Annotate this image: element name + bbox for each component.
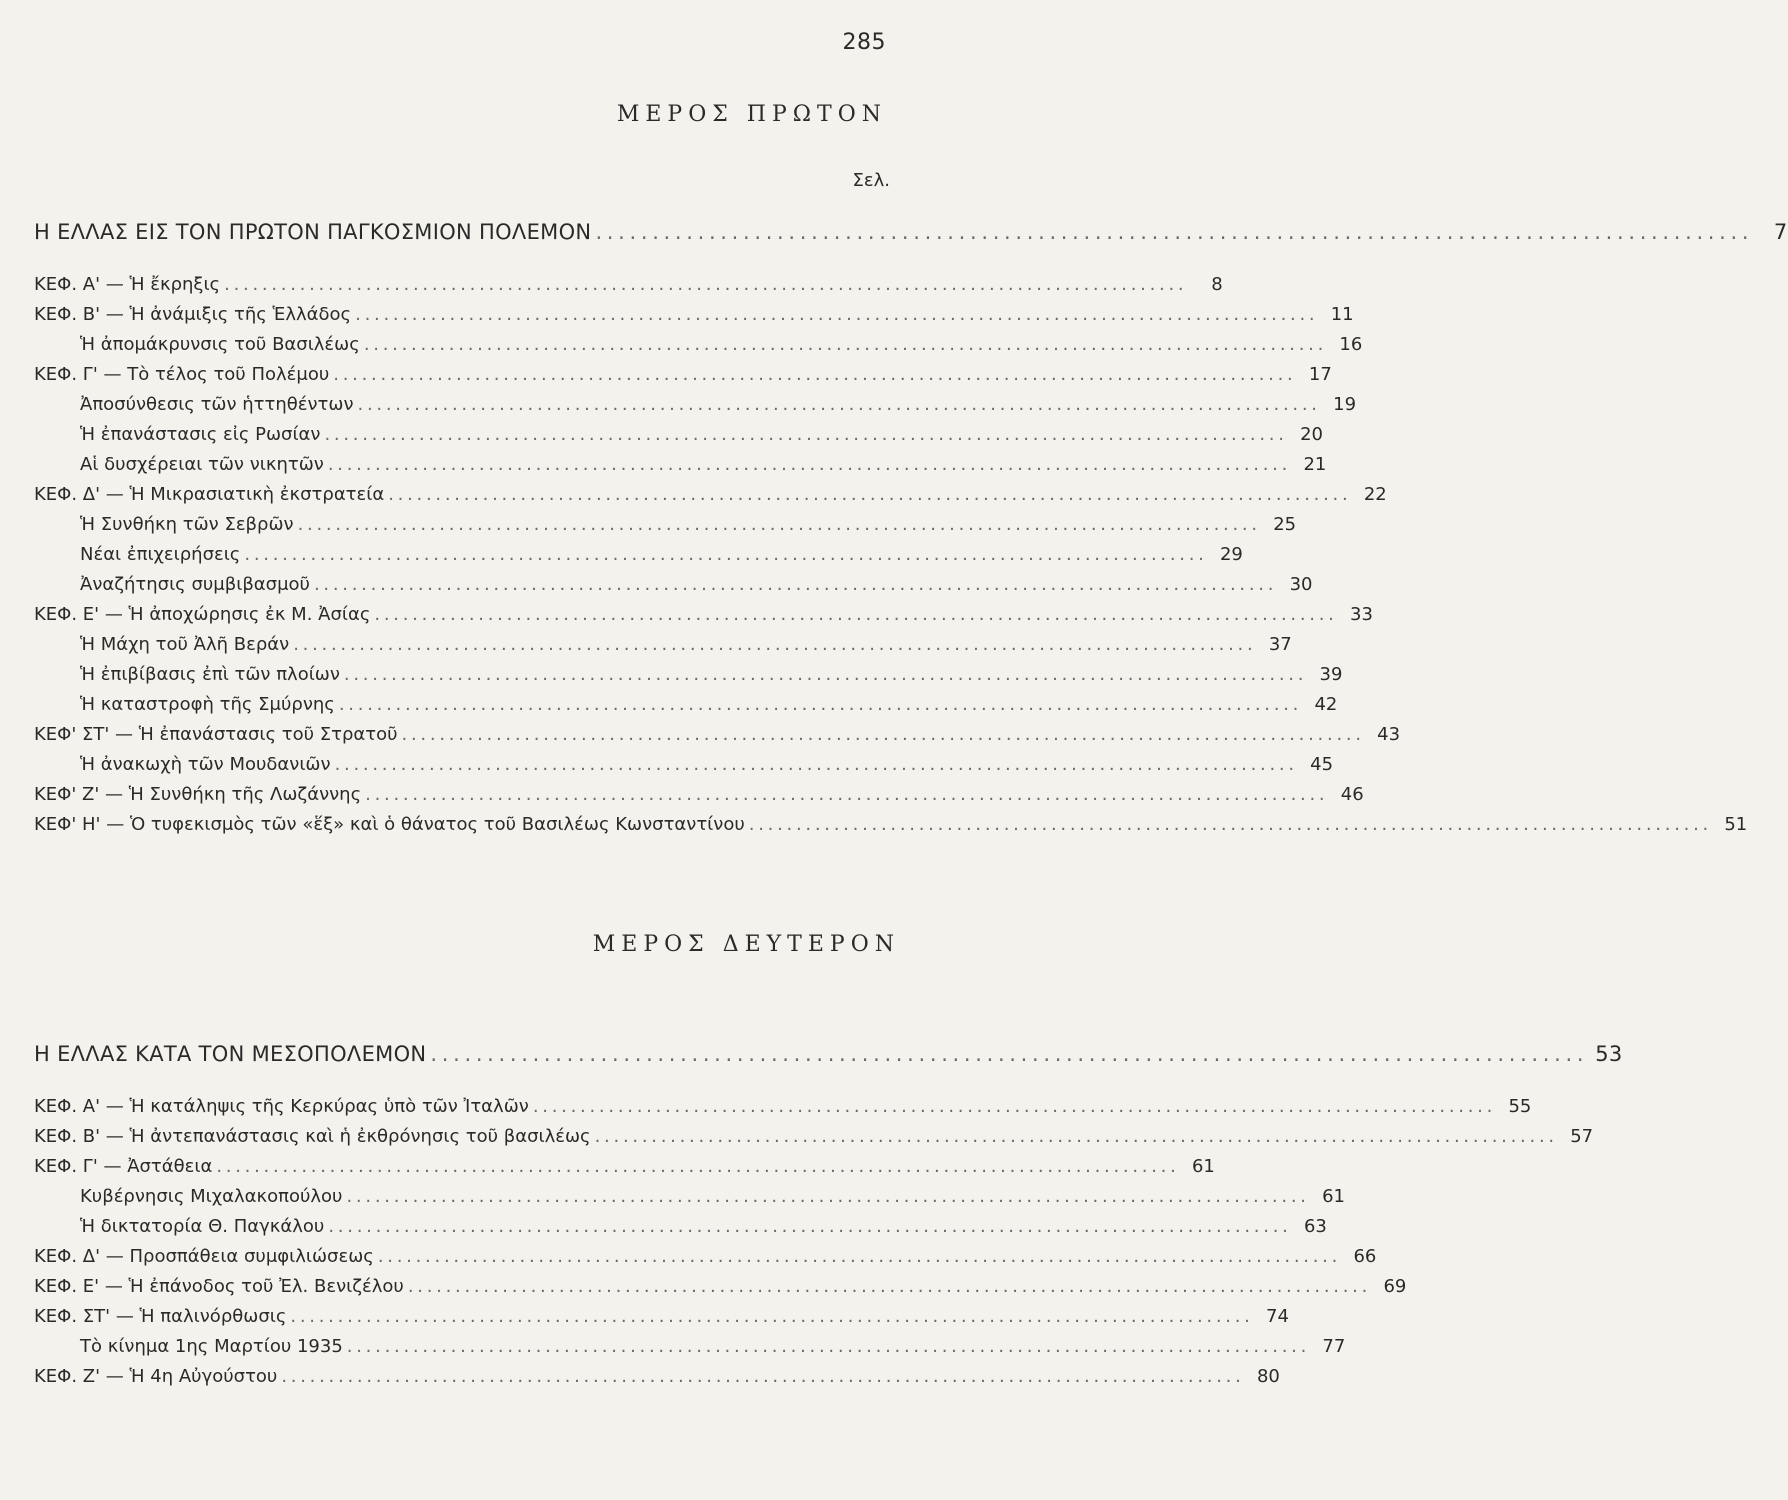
leader-dots [358, 390, 1317, 420]
toc-entry-text: Κυβέρνησις Μιχαλακοπούλου [80, 1186, 343, 1207]
toc-entry-page: 11 [1330, 304, 1354, 325]
toc-entry-text: ΚΕΦ' ΣΤ' — Ἡ ἐπανάστασις τοῦ Στρατοῦ [34, 724, 398, 745]
toc-entry-text: Ἡ ἀπομάκρυνσις τοῦ Βασιλέως [80, 334, 360, 355]
leader-dots [244, 540, 1203, 570]
toc-entry-page: 74 [1266, 1306, 1289, 1327]
leader-dots [364, 330, 1323, 360]
toc-entry-page: 21 [1303, 454, 1327, 475]
leader-dots [281, 1362, 1240, 1392]
toc-entry-page: 61 [1322, 1186, 1345, 1207]
leader-dots [335, 750, 1294, 780]
toc-entry [34, 330, 1363, 360]
toc-entry [34, 1302, 1289, 1332]
toc-entry [34, 1122, 1594, 1152]
leader-dots [595, 1122, 1554, 1152]
toc-entry-page: 61 [1191, 1156, 1215, 1177]
toc-entry-page: 25 [1273, 514, 1297, 535]
toc-entry [34, 510, 1297, 540]
leader-dots [346, 1182, 1305, 1212]
leader-dots [408, 1272, 1367, 1302]
toc-entry-text: ΚΕΦ. Δ' — Ἡ Μικρασιατικὴ ἐκστρατεία [34, 484, 385, 505]
page-column-label: Σελ. [852, 170, 890, 191]
toc-entry-text: ΚΕΦ' Ζ' — Ἡ Συνθήκη τῆς Λωζάννης [34, 784, 362, 805]
toc-entry [34, 750, 1334, 780]
toc-entry-page: 51 [1724, 814, 1748, 835]
toc-entry [34, 420, 1323, 450]
toc-entry-text: Ἡ ἐπιβίβασις ἐπὶ τῶν πλοίων [80, 664, 340, 685]
toc-entry-page: 19 [1333, 394, 1357, 415]
toc-section-heading [34, 1038, 1623, 1070]
toc-entry-text: Ἡ ἐπανάστασις εἰς Ρωσίαν [80, 424, 321, 445]
leader-dots [324, 420, 1283, 450]
leader-dots [290, 1302, 1249, 1332]
toc-entry-page: 46 [1340, 784, 1364, 805]
toc-entry-page: 45 [1310, 754, 1334, 775]
toc-entry [34, 720, 1401, 750]
toc-entry-page: 39 [1319, 664, 1343, 685]
leader-dots [328, 450, 1287, 480]
toc-entry [34, 660, 1343, 690]
toc-entry [34, 450, 1327, 480]
toc-entry-text: Ἡ ἀνακωχὴ τῶν Μουδανιῶν [80, 754, 331, 775]
toc-entry [34, 600, 1373, 630]
toc-entry [34, 570, 1313, 600]
toc-entry-page: 17 [1308, 364, 1332, 385]
page-number: 285 [842, 30, 886, 55]
leader-dots [749, 810, 1708, 840]
leader-dots [224, 270, 1183, 300]
toc-part-one [34, 216, 1788, 840]
toc-entry-page: 22 [1363, 484, 1387, 505]
toc-entry [34, 390, 1357, 420]
toc-entry-text: ΚΕΦ. ΣΤ' — Ἡ παλινόρθωσις [34, 1306, 287, 1327]
leader-dots [402, 720, 1361, 750]
leader-dots [378, 1242, 1337, 1272]
leader-dots [388, 480, 1347, 510]
leader-dots [595, 216, 1747, 248]
toc-entry-text: ΚΕΦ. Δ' — Προσπάθεια συμφιλιώσεως [34, 1246, 374, 1267]
leader-dots [216, 1152, 1175, 1182]
toc-entry [34, 300, 1354, 330]
part-two-title: ΜΕΡΟΣ ΔΕΥΤΕΡΟΝ [592, 932, 900, 957]
toc-entry [34, 480, 1387, 510]
toc-section-text: Η ΕΛΛΑΣ ΕΙΣ ΤΟΝ ΠΡΩΤΟΝ ΠΑΓΚΟΣΜΙΟΝ ΠΟΛΕΜΟΝ [34, 220, 592, 244]
leader-dots [374, 600, 1333, 630]
leader-dots [533, 1092, 1492, 1122]
toc-entry-text: ΚΕΦ. Α' — Ἡ ἔκρηξις [34, 274, 221, 295]
toc-entry-page: 30 [1289, 574, 1313, 595]
toc-entry [34, 1272, 1407, 1302]
leader-dots [339, 690, 1298, 720]
leader-dots [430, 1038, 1582, 1070]
toc-entry-page: 80 [1256, 1366, 1280, 1387]
toc-entry-text: ΚΕΦ. Ε' — Ἡ ἀποχώρησις ἐκ Μ. Ἀσίας [34, 604, 371, 625]
toc-entry-page: 8 [1211, 274, 1223, 295]
toc-entry [34, 1152, 1215, 1182]
toc-entry [34, 1362, 1280, 1392]
toc-entry-page: 33 [1350, 604, 1373, 625]
leader-dots [333, 360, 1292, 390]
toc-section-text: Η ΕΛΛΑΣ ΚΑΤΑ ΤΟΝ ΜΕΣΟΠΟΛΕΜΟΝ [34, 1042, 427, 1066]
toc-section-heading [34, 216, 1788, 248]
part-one-title: ΜΕΡΟΣ ΠΡΩΤΟΝ [616, 102, 887, 127]
leader-dots [314, 570, 1273, 600]
leader-dots [365, 780, 1324, 810]
toc-entry-text: Ἀναζήτησις συμβιβασμοῦ [80, 574, 310, 595]
toc-entry-page: 69 [1383, 1276, 1407, 1297]
toc-entry [34, 1212, 1327, 1242]
toc-entry-page: 77 [1322, 1336, 1346, 1357]
leader-dots [293, 630, 1252, 660]
toc-entry-text: ΚΕΦ. Ζ' — Ἡ 4η Αὐγούστου [34, 1366, 278, 1387]
toc-entry [34, 810, 1748, 840]
toc-entry-page: 66 [1353, 1246, 1377, 1267]
toc-entry-text: ΚΕΦ. Ε' — Ἡ ἐπάνοδος τοῦ Ἐλ. Βενιζέλου [34, 1276, 404, 1297]
toc-entry-text: ΚΕΦ. Γ' — Τὸ τέλος τοῦ Πολέμου [34, 364, 330, 385]
toc-entry [34, 1332, 1346, 1362]
toc-part-two [34, 1038, 1623, 1392]
toc-entry-text: ΚΕΦ. Α' — Ἡ κατάληψις τῆς Κερκύρας ὑπὸ τῶν Ἰταλῶν [34, 1096, 529, 1117]
toc-entry-text: ΚΕΦ' Η' — Ὁ τυφεκισμὸς τῶν «ἕξ» καὶ ὁ θάνατος τοῦ Βασιλέως Κωνσταντίνου [34, 814, 745, 835]
leader-dots [355, 300, 1314, 330]
leader-dots [347, 1332, 1306, 1362]
toc-entry-text: Αἱ δυσχέρειαι τῶν νικητῶν [80, 454, 324, 475]
toc-entry [34, 630, 1292, 660]
toc-entry [34, 540, 1243, 570]
toc-section-page: 53 [1595, 1042, 1623, 1066]
leader-dots [328, 1212, 1287, 1242]
toc-entry-page: 63 [1303, 1216, 1327, 1237]
toc-entry [34, 1242, 1377, 1272]
toc-entry-page: 42 [1314, 694, 1338, 715]
toc-entry-page: 29 [1219, 544, 1243, 565]
toc-section-page: 7 [1773, 220, 1788, 244]
toc-entry-text: Ἡ Μάχη τοῦ Ἀλῆ Βεράν [80, 634, 290, 655]
toc-entry-page: 20 [1300, 424, 1323, 445]
toc-entry [34, 360, 1332, 390]
toc-entry-page: 43 [1377, 724, 1401, 745]
toc-entry-text: Ἡ δικτατορία Θ. Παγκάλου [80, 1216, 325, 1237]
toc-entry [34, 1092, 1532, 1122]
toc-entry-text: Τὸ κίνημα 1ης Μαρτίου 1935 [80, 1336, 343, 1357]
toc-entry-text: ΚΕΦ. Γ' — Ἀστάθεια [34, 1156, 213, 1177]
toc-entry-page: 16 [1339, 334, 1363, 355]
toc-entry-text: Νέαι ἐπιχειρήσεις [80, 544, 241, 565]
toc-entry [34, 1182, 1345, 1212]
toc-entry-text: Ἀποσύνθεσις τῶν ἡττηθέντων [80, 394, 354, 415]
toc-entry-page: 37 [1268, 634, 1292, 655]
toc-entry-text: Ἡ καταστροφὴ τῆς Σμύρνης [80, 694, 335, 715]
toc-entry [34, 780, 1364, 810]
leader-dots [344, 660, 1303, 690]
toc-entry [34, 270, 1223, 300]
toc-entry-page: 55 [1508, 1096, 1532, 1117]
toc-entry [34, 690, 1338, 720]
toc-entry-text: Ἡ Συνθήκη τῶν Σεβρῶν [80, 514, 294, 535]
leader-dots [298, 510, 1257, 540]
toc-entry-text: ΚΕΦ. Β' — Ἡ ἀντεπανάστασις καὶ ἡ ἐκθρόνησις τοῦ βασιλέως [34, 1126, 591, 1147]
toc-entry-page: 57 [1570, 1126, 1594, 1147]
toc-entry-text: ΚΕΦ. Β' — Ἡ ἀνάμιξις τῆς Ἑλλάδος [34, 304, 352, 325]
